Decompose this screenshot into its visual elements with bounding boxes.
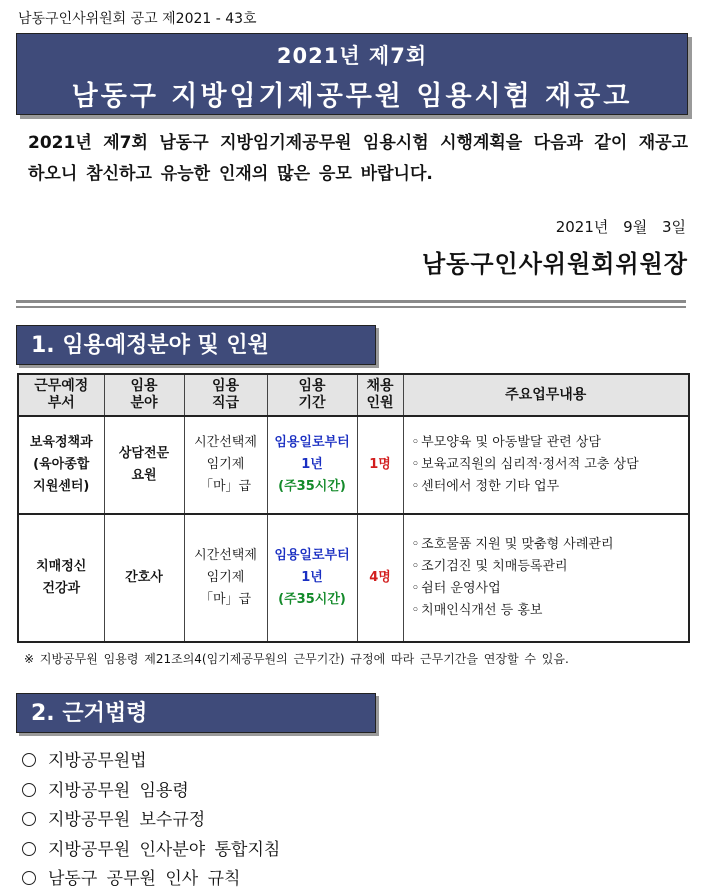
- cell-grade: 시간선택제 임기제 「마」급: [184, 514, 267, 642]
- cell-field: 상담전문 요원: [104, 416, 184, 514]
- circle-bullet-icon: [22, 842, 36, 856]
- table-row: [18, 416, 689, 514]
- table-header-row: [18, 374, 689, 416]
- circle-bullet-icon: [22, 812, 36, 826]
- cell-field: 간호사: [104, 514, 184, 642]
- list-item: 지방공무원법: [22, 747, 280, 777]
- banner-title: 남동구 지방임기제공무원 임용시험 재공고: [71, 81, 633, 112]
- notice-number: 남동구인사위원회 공고 제2021 - 43호: [18, 11, 257, 27]
- duty-item: ◦ 치매인식개선 등 홍보: [412, 600, 689, 622]
- header-dept: 근무예정 부서: [18, 374, 104, 416]
- duty-item: ◦ 센터에서 정한 기타 업무: [412, 476, 689, 498]
- cell-count: 4명: [357, 514, 403, 642]
- footnote: ※ 지방공무원 임용령 제21조의4(임기제공무원의 근무기간) 규정에 따라 근무기간을 연장할 수 있음.: [24, 652, 569, 666]
- cell-dept: 보육정책과 (육아종합 지원센터): [18, 416, 104, 514]
- circle-bullet-icon: [22, 871, 36, 885]
- cell-period: 임용일로부터 1년 (주35시간): [267, 416, 357, 514]
- cell-period: 임용일로부터 1년 (주35시간): [267, 514, 357, 642]
- divider: [16, 300, 686, 303]
- recruitment-table: [17, 373, 690, 643]
- duty-item: ◦ 부모양육 및 아동발달 관련 상담: [412, 432, 689, 454]
- duty-item: ◦ 조기검진 및 치매등록관리: [412, 556, 689, 578]
- header-field: 임용 분야: [104, 374, 184, 416]
- header-period: 임용 기간: [267, 374, 357, 416]
- duty-item: ◦ 보육교직원의 심리적·정서적 고충 상담: [412, 454, 689, 476]
- section-2-heading: 2. 근거법령: [16, 693, 376, 733]
- list-item: 남동구 공무원 인사 규칙: [22, 865, 280, 895]
- law-list: [22, 747, 280, 895]
- cell-grade: 시간선택제 임기제 「마」급: [184, 416, 267, 514]
- banner-subtitle: 2021년 제7회: [276, 44, 428, 68]
- cell-duties: [403, 514, 689, 642]
- duty-item: ◦ 쉼터 운영사업: [412, 578, 689, 600]
- notice-date: 2021년 9월 3일: [555, 218, 686, 236]
- section-1-heading: 1. 임용예정분야 및 인원: [16, 325, 376, 365]
- cell-dept: 치매정신 건강과: [18, 514, 104, 642]
- duty-item: ◦ 조호물품 지원 및 맞춤형 사례관리: [412, 534, 689, 556]
- circle-bullet-icon: [22, 753, 36, 767]
- list-item: 지방공무원 인사분야 통합지침: [22, 836, 280, 866]
- title-banner: [16, 33, 688, 115]
- circle-bullet-icon: [22, 783, 36, 797]
- header-grade: 임용 직급: [184, 374, 267, 416]
- cell-duties: [403, 416, 689, 514]
- header-duties: 주요업무내용: [403, 374, 689, 416]
- table-row: [18, 514, 689, 642]
- divider: [16, 306, 686, 308]
- header-count: 채용 인원: [357, 374, 403, 416]
- signer: 남동구인사위원회위원장: [421, 250, 688, 278]
- cell-count: 1명: [357, 416, 403, 514]
- intro-paragraph: 2021년 제7회 남동구 지방임기제공무원 임용시험 시행계획을 다음과 같이 재공고 하오니 참신하고 유능한 인재의 많은 응모 바랍니다.: [28, 133, 688, 184]
- list-item: 지방공무원 임용령: [22, 777, 280, 807]
- list-item: 지방공무원 보수규정: [22, 806, 280, 836]
